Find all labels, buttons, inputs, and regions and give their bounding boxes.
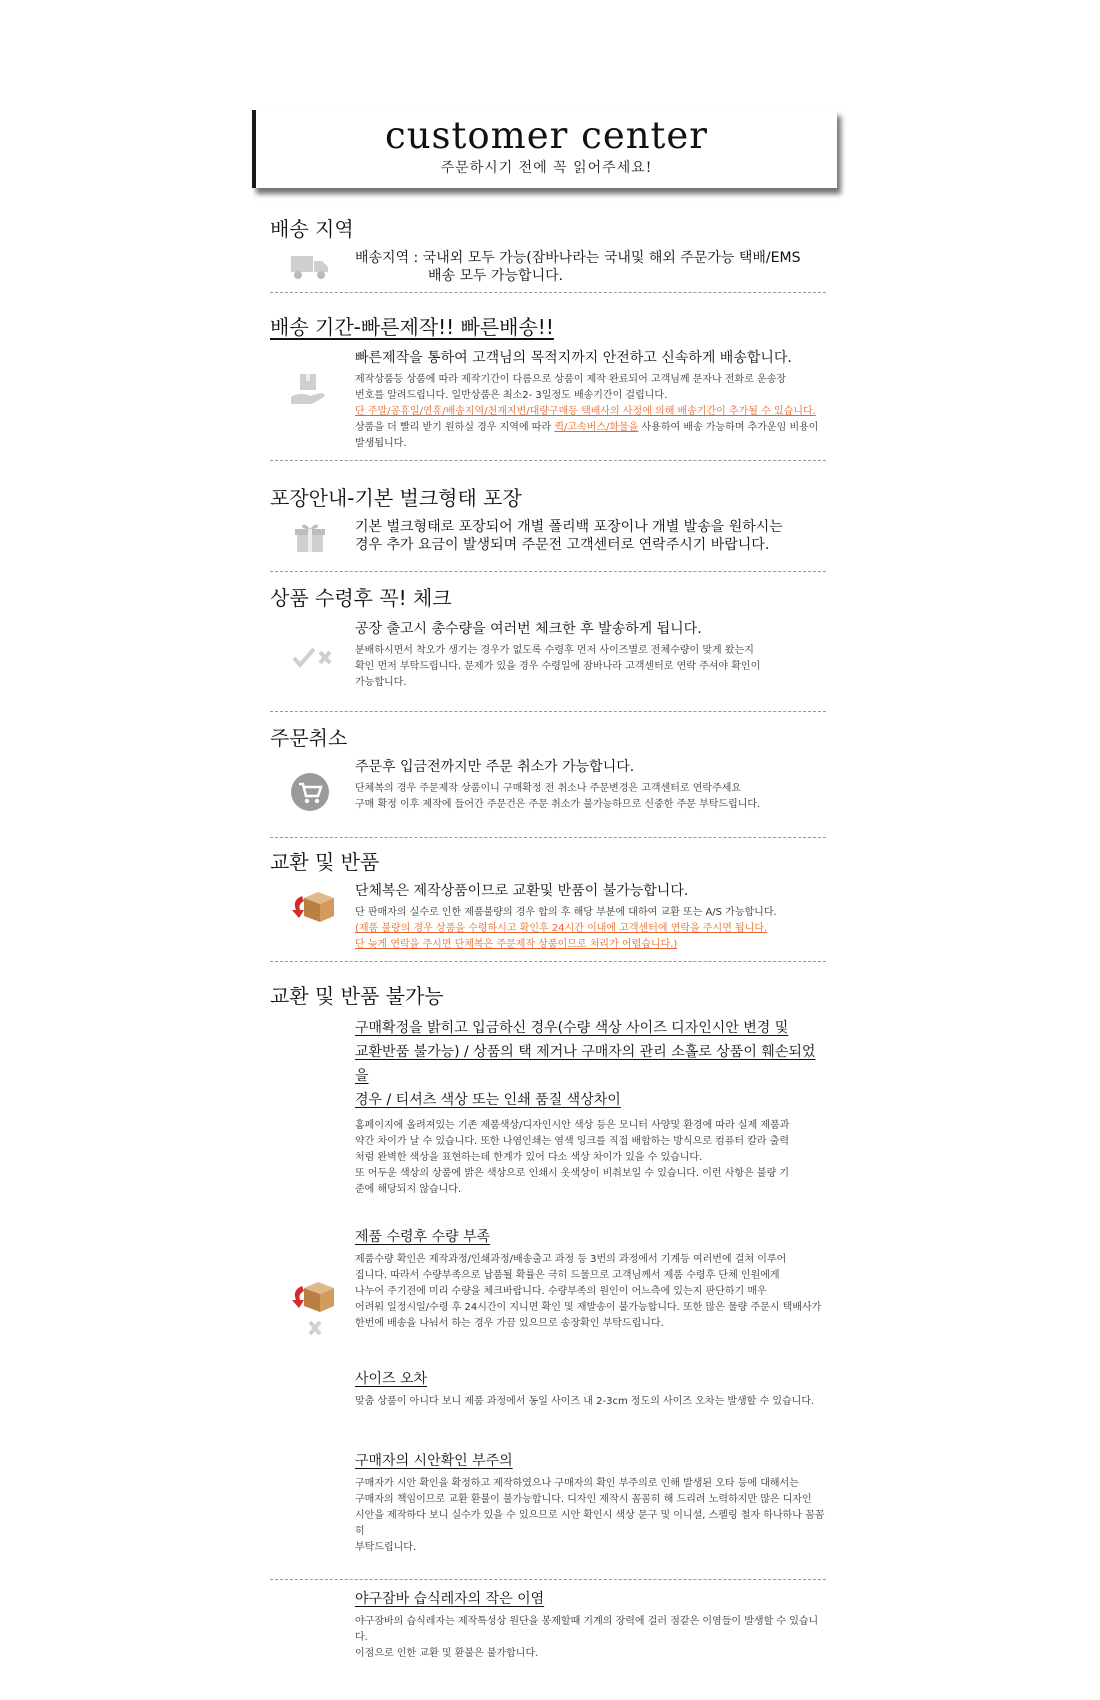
page-subtitle: 주문하시기 전에 꼭 읽어주세요! <box>440 160 653 176</box>
divider <box>270 292 826 293</box>
text-line: 단 판매자의 실수로 인한 제품불량의 경우 합의 후 해당 부분에 대하여 교환 또는 A/S 가능합니다. <box>355 907 777 918</box>
return-box-icon <box>290 888 338 928</box>
section-body <box>355 249 800 285</box>
text-line: 어려워 일정시일/수령 후 24시간이 지니면 확인 및 재발송이 불가능합니다. 또한 많은 물량 주문시 택배사가 <box>355 1302 822 1313</box>
text-line: 단체복의 경우 주문제작 상품이니 구매확정 전 취소나 주문변경은 고객센터로 연락주세요 <box>355 783 742 794</box>
text-line: 제품수량 확인은 제작과정/인쇄과정/배송출고 과정 등 3번의 과정에서 기계등 여러번에 걸쳐 이루어 <box>355 1254 787 1265</box>
section-title: 교환 및 반품 <box>270 850 380 874</box>
text-line: 기본 벌크형태로 포장되어 개별 폴리백 포장이나 개별 발송을 원하시는 <box>355 519 783 535</box>
text-line: 준에 해당되지 않습니다. <box>355 1184 462 1195</box>
divider <box>270 837 826 838</box>
subsection-title: 사이즈 오차 <box>355 1371 428 1387</box>
section-shipping-region <box>270 213 826 293</box>
lead-text: 교환반품 불가능) / 상품의 택 제거나 구매자의 관리 소홀로 상품이 훼손되었을 <box>355 1044 816 1084</box>
section-packaging <box>270 482 826 572</box>
section-title: 배송 지역 <box>270 217 354 241</box>
section-body <box>355 620 760 691</box>
section-shipping-period <box>270 311 826 461</box>
text-line: 맞춤 상품이 아니다 보니 제품 과정에서 동일 사이즈 내 2-3cm 정도의 사이즈 오차는 발생할 수 있습니다. <box>355 1396 815 1407</box>
text-line: 번호를 알려드립니다. 일반상품은 최소2- 3일정도 배송기간이 걸립니다. <box>355 390 668 401</box>
text-line: 집니다. 따라서 수량부족으로 납품될 확률은 극히 드물므로 고객님께서 제품 수령후 단체 인원에게 <box>355 1270 780 1281</box>
section-title: 교환 및 반품 불가능 <box>270 984 444 1008</box>
text-line: 구매자의 책임이므로 교환 환불이 불가능합니다. 디자인 제작시 꼼꼼히 해 드리려 노력하지만 많은 디자인 <box>355 1494 812 1505</box>
lead-text: 주문후 입금전까지만 주문 취소가 가능합니다. <box>355 759 635 775</box>
section-no-exchange <box>270 980 826 1659</box>
notice-text: 단 주말/공휴일/연휴/배송지역/천재지변/대량구매등 택배사의 사정에 의해 배송기간이 추가될 수 있습니다. <box>355 406 816 417</box>
text-line: 분배하시면서 착오가 생기는 경우가 없도록 수령후 먼저 사이즈별로 전체수량이 맞게 왔는지 <box>355 645 754 656</box>
text-line: 홈페이지에 올려져있는 기존 제품색상/디자인시안 색상 등은 모니터 사양및 환경에 따라 실제 제품과 <box>355 1120 790 1131</box>
gift-box-icon <box>294 522 326 558</box>
section-body <box>355 518 783 554</box>
divider <box>270 571 826 572</box>
subsection-title: 구매자의 시안확인 부주의 <box>355 1453 513 1469</box>
text-line: 상품을 더 빨리 받기 원하실 경우 지역에 따라 퀵/고속버스/화물을 사용하여 배송 가능하며 추가운임 비용이 <box>355 422 819 433</box>
return-box-x-icon <box>290 1278 338 1342</box>
section-title: 상품 수령후 꼭! 체크 <box>270 586 452 610</box>
section-body <box>355 882 777 953</box>
text-line: 배송지역 : 국내외 모두 가능(잠바나라는 국내및 해외 주문가능 택배/EMS <box>355 250 801 266</box>
lead-text: 빠른제작을 통하여 고객님의 목적지까지 안전하고 신속하게 배송합니다. <box>355 350 792 366</box>
text-line: 약간 차이가 날 수 있습니다. 또한 나염인쇄는 염색 잉크를 직접 배합하는 방식으로 컴퓨터 칼라 출력 <box>355 1136 790 1147</box>
text-line: 구매 확정 이후 제작에 들어간 주문건은 주문 취소가 불가능하므로 신중한 주문 부탁드립니다. <box>355 799 761 810</box>
check-x-icon <box>292 646 334 672</box>
notice-text: 단 늦게 연락을 주시면 단체복은 주문제작 상품이므로 처리가 어렵습니다.) <box>355 939 678 950</box>
lead-text: 경우 / 티셔츠 색상 또는 인쇄 품질 색상차이 <box>355 1092 621 1108</box>
section-title: 배송 기간-빠른제작!! 빠른배송!! <box>270 315 554 339</box>
text-line: 구매자가 시안 확인을 확정하고 제작하였으나 구매자의 확인 부주의로 인해 발생된 오타 등에 대해서는 <box>355 1478 799 1489</box>
section-title: 주문취소 <box>270 726 348 750</box>
text-line: 발생됩니다. <box>355 438 407 449</box>
divider <box>270 1579 826 1580</box>
hand-box-icon <box>290 371 328 413</box>
text-line: 나누어 주기전에 미리 수량을 체크바랍니다. 수량부족의 원인이 어느측에 있는지 판단하기 매우 <box>355 1286 767 1297</box>
text-line: 가능합니다. <box>355 677 407 688</box>
customer-center-banner <box>252 110 837 188</box>
text-line: 경우 추가 요금이 발생되며 주문전 고객센터로 연락주시기 바랍니다. <box>355 537 770 553</box>
lead-text: 구매확정을 밝히고 입금하신 경우(수량 색상 사이즈 디자인시안 변경 및 <box>355 1020 789 1036</box>
text-line: 시안을 제작하다 보니 실수가 있을 수 있으므로 시안 확인시 색상 문구 및 이니셜, 스펠링 철자 하나하나 꼼꼼히 <box>355 1510 825 1537</box>
text-line: 야구잠바의 습식레자는 제작특성상 원단을 봉제할때 기계의 장력에 걸러 점같은 이염들이 발생할 수 있습니다. <box>355 1616 819 1643</box>
section-title: 포장안내-기본 벌크형태 포장 <box>270 486 522 510</box>
text-line: 부탁드립니다. <box>355 1542 417 1553</box>
section-check <box>270 582 826 712</box>
truck-icon <box>290 253 330 285</box>
section-exchange <box>270 846 826 962</box>
cart-icon <box>290 772 330 816</box>
lead-text: 공장 출고시 총수량을 여러번 체크한 후 발송하게 됩니다. <box>355 621 702 637</box>
subsection-title: 제품 수령후 수량 부족 <box>355 1229 491 1245</box>
text-line: 한번에 배송을 나눠서 하는 경우 가끔 있으므로 송장확인 부탁드립니다. <box>355 1318 664 1329</box>
divider <box>270 460 826 461</box>
text-line: 제작상품등 상품에 따라 제작기간이 다름으로 상품이 제작 완료되어 고객님께 문자나 전화로 운송장 <box>355 374 787 385</box>
subsection-title: 야구잠바 습식레자의 작은 이염 <box>355 1591 545 1607</box>
section-cancel <box>270 722 826 838</box>
text-line: 배송 모두 가능합니다. <box>428 268 564 284</box>
notice-text: (제품 불량의 경우 상품을 수령하시고 확인후 24시간 이내에 고객센터에 연락을 주시면 됩니다. <box>355 923 768 934</box>
quick-delivery-text: 퀵/고속버스/화물을 <box>554 422 639 433</box>
section-body <box>355 758 760 813</box>
text-line: 이점으로 인한 교환 및 환불은 불가합니다. <box>355 1648 539 1659</box>
section-body <box>355 349 818 452</box>
lead-text: 단체복은 제작상품이므로 교환및 반품이 불가능합니다. <box>355 883 689 899</box>
text-line: 또 어두운 색상의 상품에 밝은 색상으로 인쇄시 옷색상이 비춰보일 수 있습니다. 이런 사항은 불량 기 <box>355 1168 790 1179</box>
page-title: customer center <box>384 114 708 157</box>
text-line: 확인 먼저 부탁드립니다. 문제가 있을 경우 수령일에 잠바나라 고객센터로 연락 주셔야 확인이 <box>355 661 761 672</box>
text-line: 처럼 완벽한 색상을 표현하는데 한계가 있어 다소 색상 차이가 있을 수 있습니다. <box>355 1152 703 1163</box>
section-body <box>355 1016 826 1662</box>
divider <box>270 961 826 962</box>
divider <box>270 711 826 712</box>
